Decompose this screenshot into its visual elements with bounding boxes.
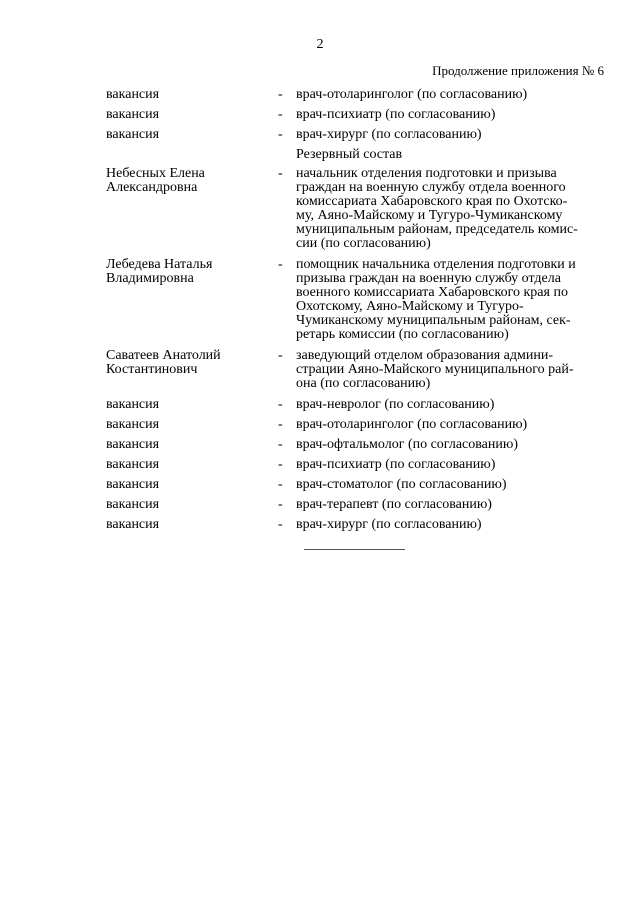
name-line: Небесных Елена: [106, 166, 205, 181]
member-name: вакансия: [106, 417, 160, 432]
role-line: военного комиссариата Хабаровского края по: [296, 285, 568, 300]
member-role: врач-психиатр (по согласованию): [296, 107, 496, 122]
list-item: [106, 438, 606, 452]
dash-separator: -: [278, 87, 283, 102]
member-role: врач-психиатр (по согласованию): [296, 457, 496, 472]
dash-separator: -: [278, 107, 283, 122]
member-role: врач-хирург (по согласованию): [296, 127, 482, 142]
role-line: начальник отделения подготовки и призыва: [296, 166, 557, 181]
member-name: [106, 349, 278, 377]
role-line: призыва граждан на военную службу отдела: [296, 271, 561, 286]
continuation-note: Продолжение приложения № 6: [432, 63, 604, 78]
role-line: граждан на военную службу отдела военного: [296, 180, 566, 195]
name-line: Костантинович: [106, 362, 198, 377]
list-item: [106, 88, 606, 102]
end-divider: [304, 549, 405, 550]
role-line: помощник начальника отделения подготовки и: [296, 257, 576, 272]
role-line: му, Аяно-Майскому и Тугуро-Чумиканскому: [296, 208, 563, 223]
name-line: Владимировна: [106, 271, 194, 286]
list-item: [106, 478, 606, 492]
member-role: врач-хирург (по согласованию): [296, 517, 482, 532]
dash-separator: -: [278, 517, 283, 532]
role-line: Чумиканскому муниципальным районам, сек-: [296, 313, 571, 328]
member-name: вакансия: [106, 87, 160, 102]
name-line: Александровна: [106, 180, 198, 195]
list-item: [106, 258, 606, 342]
page-number: 2: [316, 37, 324, 52]
dash-separator: -: [278, 437, 283, 452]
member-name: [106, 167, 278, 195]
name-line: Саватеев Анатолий: [106, 348, 221, 363]
list-item: [106, 418, 606, 432]
member-role: врач-терапевт (по согласованию): [296, 497, 492, 512]
member-role: врач-отоларинголог (по согласованию): [296, 417, 528, 432]
dash-separator: -: [278, 477, 283, 492]
member-role: [296, 349, 606, 391]
member-role: врач-стоматолог (по согласованию): [296, 477, 507, 492]
member-name: вакансия: [106, 457, 160, 472]
member-role: врач-отоларинголог (по согласованию): [296, 87, 528, 102]
dash-separator: -: [278, 497, 283, 512]
member-role: [296, 258, 606, 342]
member-name: [106, 258, 278, 286]
role-line: страции Аяно-Майского муниципального рай-: [296, 362, 574, 377]
member-name: вакансия: [106, 497, 160, 512]
member-name: вакансия: [106, 437, 160, 452]
role-line: муниципальным районам, председатель комис-: [296, 222, 578, 237]
role-line: Охотскому, Аяно-Майскому и Тугуро-: [296, 299, 524, 314]
dash-separator: -: [278, 257, 283, 272]
role-line: ретарь комиссии (по согласованию): [296, 327, 509, 342]
list-item: [106, 108, 606, 122]
member-name: вакансия: [106, 107, 160, 122]
member-role: [296, 167, 606, 251]
member-name: вакансия: [106, 397, 160, 412]
list-item: [106, 518, 606, 532]
list-item: [106, 349, 606, 391]
dash-separator: -: [278, 417, 283, 432]
list-item: [106, 498, 606, 512]
dash-separator: -: [278, 348, 283, 363]
dash-separator: -: [278, 166, 283, 181]
member-role: врач-офтальмолог (по согласованию): [296, 437, 518, 452]
list-item: [106, 167, 606, 251]
list-item: [106, 398, 606, 412]
role-line: она (по согласованию): [296, 376, 431, 391]
list-item: [106, 458, 606, 472]
name-line: Лебедева Наталья: [106, 257, 213, 272]
commission-list: [106, 88, 606, 538]
list-item: [106, 128, 606, 142]
member-name: вакансия: [106, 517, 160, 532]
role-line: комиссариата Хабаровского края по Охотско-: [296, 194, 568, 209]
member-role: врач-невролог (по согласованию): [296, 397, 495, 412]
role-line: заведующий отделом образования админи-: [296, 348, 553, 363]
reserve-section-title: Резервный состав: [296, 147, 403, 162]
dash-separator: -: [278, 457, 283, 472]
dash-separator: -: [278, 397, 283, 412]
member-name: вакансия: [106, 477, 160, 492]
dash-separator: -: [278, 127, 283, 142]
role-line: сии (по согласованию): [296, 236, 431, 251]
member-name: вакансия: [106, 127, 160, 142]
